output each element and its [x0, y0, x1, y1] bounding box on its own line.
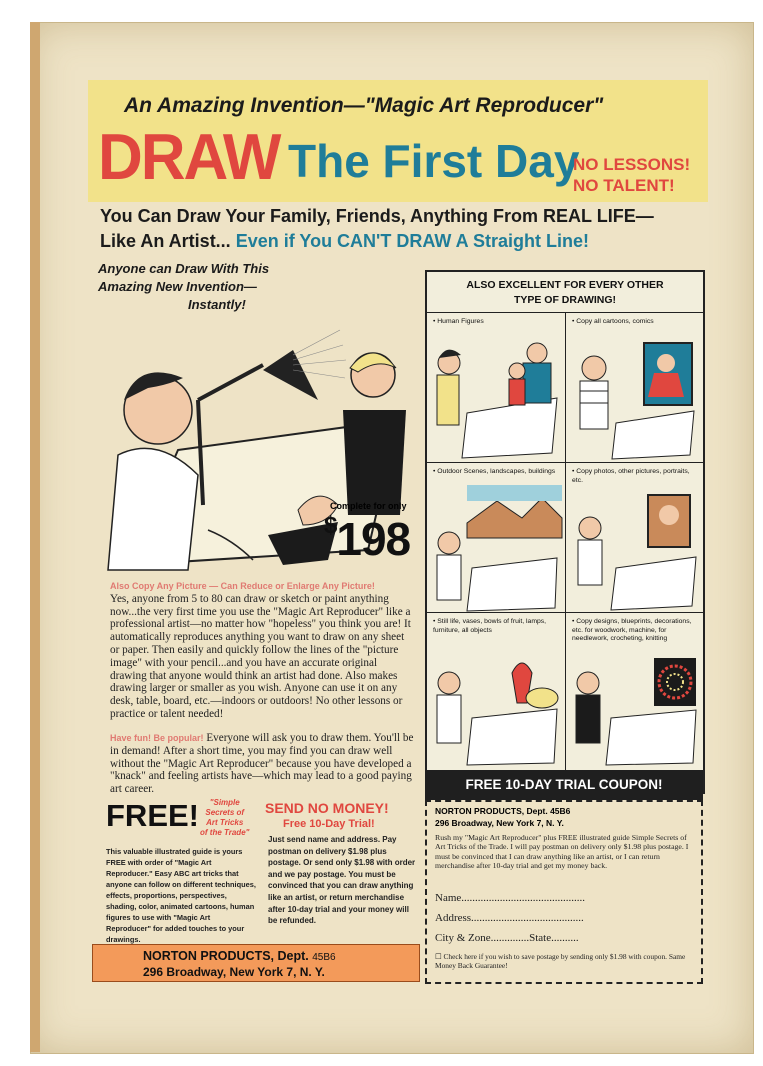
- mailing-address-box: NORTON PRODUCTS, Dept. 45B6 296 Broadway, New York 7, N. Y.: [92, 944, 420, 982]
- panel-cell-designs: • Copy designs, blueprints, decorations, etc. for woodwork, machine, for needlework, crocheting, knitting: [565, 612, 704, 773]
- headline-kicker: An Amazing Invention—"Magic Art Reproducer": [124, 94, 604, 117]
- headline-first-day: The First Day: [288, 135, 580, 187]
- coupon-company: NORTON PRODUCTS, Dept. 45B6: [435, 806, 571, 816]
- trial-coupon[interactable]: [425, 800, 703, 984]
- designs-illustration: [566, 613, 704, 773]
- drawing-types-panel: [425, 270, 705, 794]
- send-no-money-title: SEND NO MONEY!: [265, 800, 389, 816]
- hero-tagline: Anyone can Draw With This Amazing New Invention— Instantly!: [98, 261, 270, 312]
- panel-title: ALSO EXCELLENT FOR EVERY OTHER TYPE OF DRAWING!: [466, 279, 664, 306]
- coupon-name-field[interactable]: Name.............................................: [435, 892, 586, 904]
- subheadline-1: You Can Draw Your Family, Friends, Anything From REAL LIFE—: [100, 206, 654, 226]
- trial-subtitle: Free 10-Day Trial!: [283, 818, 375, 830]
- panel-cell-photos: • Copy photos, other pictures, portraits, etc.: [565, 462, 704, 613]
- panel-cell-human-figures: • Human Figures: [427, 312, 565, 463]
- human-figures-illustration: [427, 313, 565, 463]
- panel-cell-cartoons: • Copy all cartoons, comics: [565, 312, 704, 463]
- advertisement: [88, 80, 708, 986]
- body-paragraph-2: Have fun! Be popular! Everyone will ask you to draw them. You'll be in demand! After a short time, you may find you can draw well without the "Magic Art Reproducer" because you have developed a "knack" and feeling artists have—which may lead to a good paying art career.: [110, 732, 414, 796]
- coupon-header: FREE 10-DAY TRIAL COUPON!: [425, 770, 703, 800]
- coupon-text: Rush my "Magic Art Reproducer" plus FREE illustrated guide Simple Secrets of Art Tricks of the Trade. I will pay postman on delivery only $1.98 plus postage. I must be convinced that I can draw anything like an artist, or I can return merchandise after 10-day trial and get my money back.: [435, 833, 689, 871]
- free-offer-title: FREE!: [106, 798, 199, 833]
- coupon-city-field[interactable]: City & Zone..............State..........: [435, 932, 579, 944]
- still-life-illustration: [427, 613, 565, 773]
- headline-banner: [88, 80, 708, 202]
- cartoons-illustration: [566, 313, 704, 463]
- body-paragraph-1: Also Copy Any Picture — Can Reduce or Enlarge Any Picture! Yes, anyone from 5 to 80 can draw or sketch or paint anything now...the very first time you use the "Magic Art Reproducer" like a professional artist—no matter how "hopeless" you think you are! It automatically reproduces anything you want to draw on any sheet or paper. Then easily and quickly follow the lines of the "picture image" with your pencil...and you have an accurate original drawing that anyone would think an artist had done. Also makes drawing larger or smaller as you wish. Anyone can use it on any desk, table, board, etc.—indoors or outdoors! No other lessons or practice or talent needed!: [110, 581, 411, 720]
- headline-draw: DRAW: [98, 121, 280, 194]
- send-no-money-text: Just send name and address. Pay postman on delivery $1.98 plus postage. Or send only $1.98 with order and we pay postage. You must be convinced that you can draw anything like an artist, or return merchandise after 10-day trial and your money will be refunded.: [268, 835, 416, 926]
- photos-illustration: [566, 463, 704, 613]
- outdoor-scenes-illustration: [427, 463, 565, 613]
- subheadline-2: Like An Artist... Even if You CAN'T DRAW A Straight Line!: [100, 231, 589, 251]
- cover-spine: [30, 22, 40, 1052]
- panel-cell-still-life: • Still life, vases, bowls of fruit, lamps, furniture, all objects: [427, 612, 565, 773]
- price-tag: $198: [324, 512, 411, 565]
- free-offer-text: This valuable illustrated guide is yours FREE with order of "Magic Art Reproducer." Easy ABC art tricks that anyone can follow on different techniques, effects, proportions, perspectives, shading, color, animated cartoons, human figures to use with "Magic Art Reproducer" for added touches to your drawings.: [106, 847, 256, 944]
- panel-cell-outdoor-scenes: • Outdoor Scenes, landscapes, buildings: [427, 462, 565, 613]
- complete-for-only: Complete for only: [330, 501, 407, 511]
- free-guide-title: "Simple Secrets of Art Tricks of the Trade": [200, 798, 250, 837]
- coupon-postage-checkbox[interactable]: ☐ Check here if you wish to save postage by sending only $1.98 with coupon. Same Money Back Guarantee!: [435, 952, 686, 970]
- coupon-address-field[interactable]: Address.........................................: [435, 912, 584, 924]
- coupon-address: 296 Broadway, New York 7, N. Y.: [435, 818, 564, 828]
- no-lessons-callout: NO LESSONS! NO TALENT!: [573, 155, 691, 195]
